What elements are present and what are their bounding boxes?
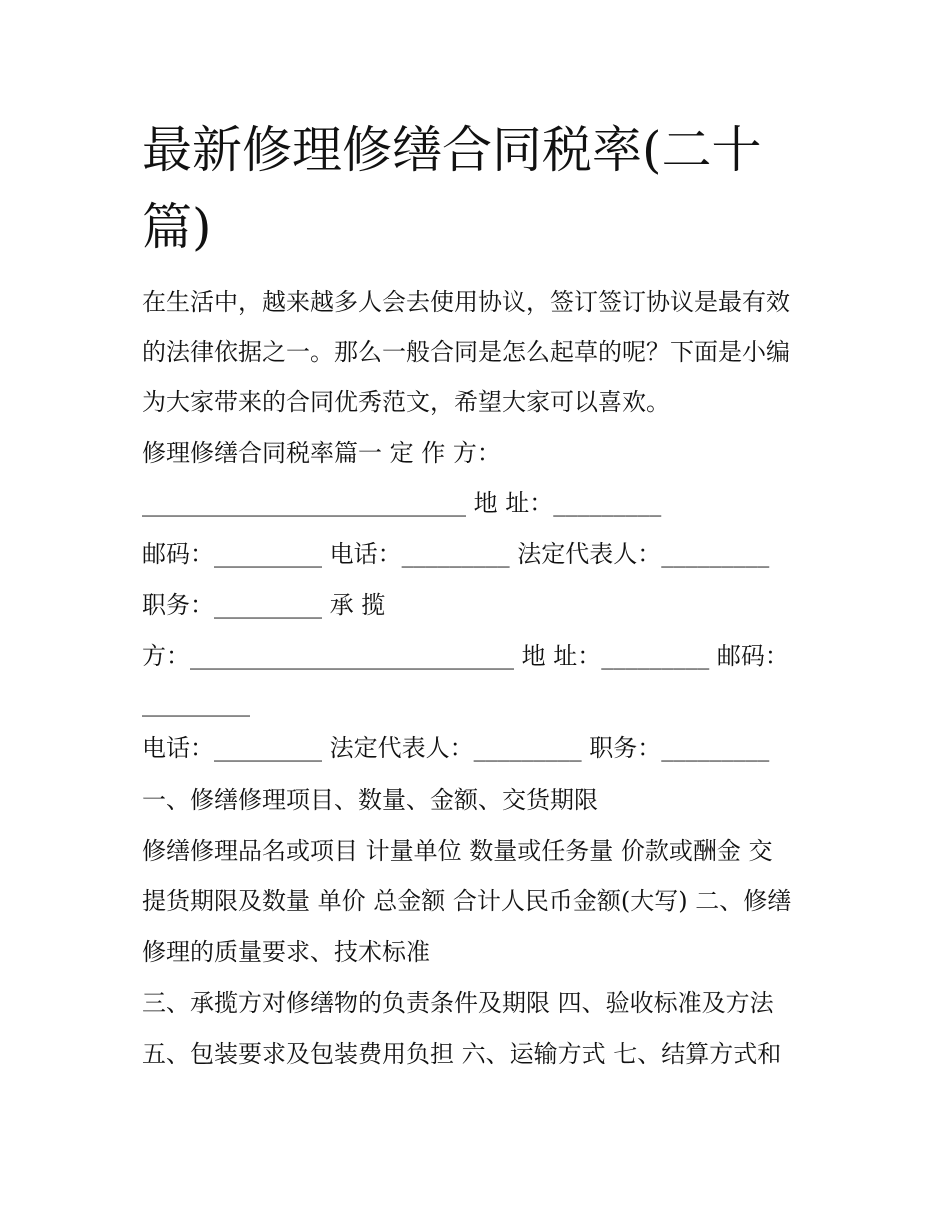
paragraph-line-2: 的法律依据之一。那么一般合同是怎么起草的呢？下面是小编 xyxy=(142,338,790,366)
party-b-postcode-blank: _________ xyxy=(142,689,250,717)
clause-1-heading: 一、修缮修理项目、数量、金额、交货期限 xyxy=(142,786,598,814)
clause-1-table-header-1: 修缮修理品名或项目 计量单位 数量或任务量 价款或酬金 交 xyxy=(142,837,773,865)
party-b-contact-line: 电话：_________ 法定代表人：_________ 职务：_________ xyxy=(142,734,770,762)
party-a-name-address-line: ___________________________ 地 址：_________ xyxy=(142,489,662,517)
section-heading-party-a: 修理修缮合同税率篇一 定 作 方： xyxy=(142,439,501,467)
party-a-position-line: 职务：_________ 承 揽 xyxy=(142,591,386,619)
paragraph-line-1: 在生活中，越来越多人会去使用协议，签订签订协议是最有效 xyxy=(142,288,790,316)
clause-3-4-headings: 三、承揽方对修缮物的负责条件及期限 四、验收标准及方法 xyxy=(142,989,774,1017)
clause-5-7-headings: 五、包装要求及包装费用负担 六、运输方式 七、结算方式和 xyxy=(142,1040,782,1068)
party-a-contact-line: 邮码：_________ 电话：_________ 法定代表人：_________ xyxy=(142,540,770,568)
party-b-name-address-line: 方：___________________________ 地 址：_________ 邮码： xyxy=(142,642,789,670)
clause-2-heading-cont: 修理的质量要求、技术标准 xyxy=(142,938,430,966)
clause-1-table-header-2: 提货期限及数量 单价 总金额 合计人民币金额(大写) 二、修缮 xyxy=(142,887,792,915)
document-title: 最新修理修缮合同税率(二十篇) xyxy=(142,121,762,256)
paragraph-line-3: 为大家带来的合同优秀范文，希望大家可以喜欢。 xyxy=(142,388,670,416)
